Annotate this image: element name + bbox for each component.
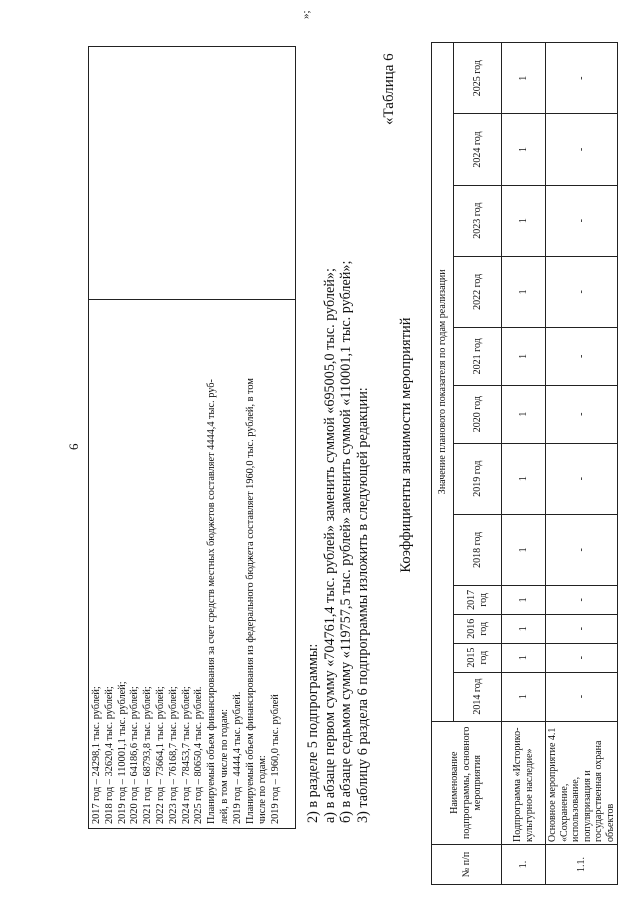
row-value: - [546,256,618,327]
row-value: - [546,643,618,672]
row-value: 1 [502,443,546,514]
coefficients-table [431,42,618,885]
row-value: 1 [502,185,546,256]
funding-line: лей, в том числе по годам: [218,709,230,824]
year-header: 2025 год [454,43,502,114]
year-header: 2021 год [454,327,502,385]
table-title: Коэффициенты значимости мероприятий [398,317,414,573]
row-value: 1 [502,643,546,672]
name-header: Наименование подпрограммы, основного мероприятия [432,721,502,844]
amendment-line: б) в абзаце седьмом сумму «119757,5 тыс. рублей» заменить суммой «110001,1 тыс. рублей»; [338,260,354,823]
row-value: - [546,514,618,585]
row-value: 1 [502,614,546,643]
row-value: - [546,443,618,514]
funding-line: 2023 год – 76168,7 тыс. рублей; [167,686,179,824]
year-header: 2016 год [454,614,502,643]
row-value: - [546,43,618,114]
row-value: - [546,614,618,643]
group-header: Значение планового показателя по годам реализации [432,43,454,722]
row-value: 1 [502,385,546,443]
funding-line: Планируемый объем финансирования за счет средств местных бюджетов составляет 4444,4 тыс. руб- [206,379,218,824]
table-label: «Таблица 6 [381,53,397,125]
year-header: 2020 год [454,385,502,443]
page-number: 6 [66,443,81,450]
funding-line: 2019 год – 4444,4 тыс. рублей. [231,691,243,824]
funding-box [88,46,296,829]
table-row [546,43,618,885]
row-value: 1 [502,672,546,721]
funding-line: 2020 год – 64186,6 тыс. рублей; [129,686,141,824]
amendment-line: а) в абзаце первом сумму «704761,4 тыс. рублей» заменить суммой «695005,0 тыс. рублей»; [321,268,338,823]
funding-line: числе по годам: [257,755,269,824]
num-header: № п/п [432,844,502,884]
year-header: 2018 год [454,514,502,585]
year-header: 2022 год [454,256,502,327]
funding-line: 2022 год – 73664,1 тыс. рублей; [154,686,166,824]
funding-line: 2025 год – 80650,4 тыс. рублей. [193,686,205,824]
amendment-line: 3) таблицу 6 раздела 6 подпрограммы изложить в следующей редакции: [354,387,371,823]
row-number: 1. [502,844,546,884]
funding-line: 2017 год – 24298,1 тыс. рублей; [91,686,102,824]
table-row [502,43,546,885]
row-value: 1 [502,256,546,327]
amendments-text [305,261,371,823]
year-header: 2015 год [454,643,502,672]
funding-line: 2024 год – 78453,7 тыс. рублей; [180,686,192,824]
row-value: 1 [502,43,546,114]
funding-line: 2018 год – 32620,4 тыс. рублей; [103,686,115,824]
year-header: 2019 год [454,443,502,514]
year-header: 2017 год [454,585,502,614]
box-divider [89,299,295,300]
row-name: Подпрограмма «Историко-культурное наследие» [502,721,546,844]
funding-line: 2021 год – 68793,8 тыс. рублей; [142,686,154,824]
year-header: 2023 год [454,185,502,256]
row-value: 1 [502,114,546,185]
funding-text [89,297,285,828]
row-value: - [546,585,618,614]
row-value: 1 [502,585,546,614]
row-number: 1.1. [546,844,618,884]
year-header: 2024 год [454,114,502,185]
amendment-line: 2) в разделе 5 подпрограммы: [305,643,321,823]
funding-line: 2019 год – 1960,0 тыс. рублей [270,694,282,824]
row-value: 1 [502,327,546,385]
closing-quote-mark: »; [300,10,312,19]
row-value: 1 [502,514,546,585]
row-value: - [546,114,618,185]
row-value: - [546,327,618,385]
row-value: - [546,672,618,721]
funding-line: 2019 год – 110001,1 тыс. рублей; [116,681,128,824]
funding-line: Планируемый объем финансирования из федерального бюджета составляет 1960,0 тыс. рублей, в том [244,378,256,824]
row-value: - [546,185,618,256]
year-header: 2014 год [454,672,502,721]
row-value: - [546,385,618,443]
row-name: Основное мероприятие 4.1 «Сохранение, использование, популяризация и государственная охрана объектов [546,721,618,844]
